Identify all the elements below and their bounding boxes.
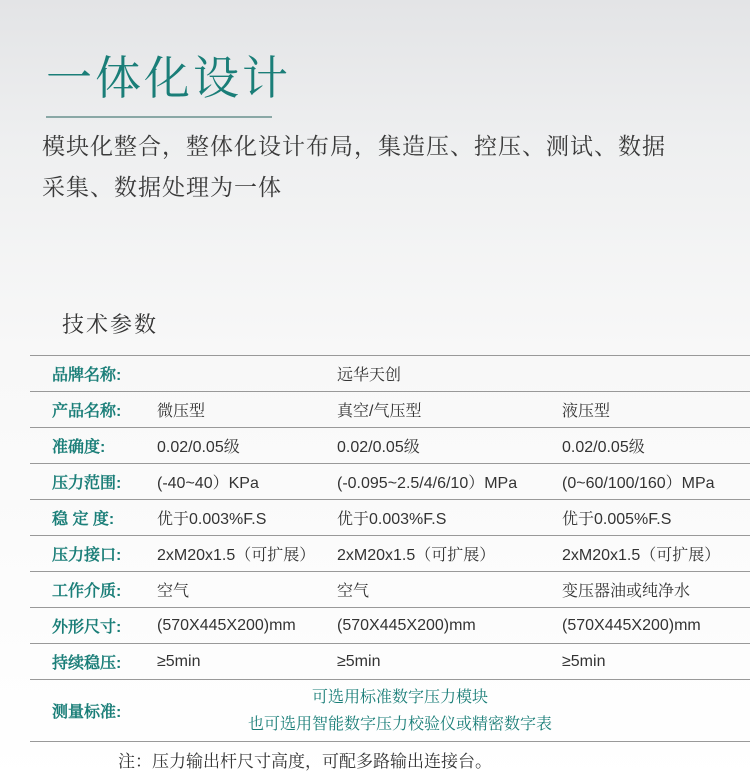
intro-paragraph [42, 126, 712, 208]
spec-value-vacuum: 优于0.003%F.S [337, 511, 447, 528]
spec-label: 外形尺寸: [52, 619, 122, 636]
spec-value-vacuum: 空气 [337, 583, 370, 600]
spec-row-interface [30, 536, 750, 572]
standard-line-1: 可选用标准数字压力模块 [311, 688, 488, 706]
page-title: 一体化设计 [46, 52, 291, 104]
spec-row-product [30, 392, 750, 428]
spec-value-hydraulic: 2xM20x1.5（可扩展） [562, 547, 721, 564]
spec-label: 测量标准: [52, 704, 122, 721]
intro-line-1: 模块化整合，整体化设计布局，集造压、控压、测试、数据 [42, 133, 666, 159]
spec-label: 持续稳压: [52, 655, 122, 672]
spec-value-hydraulic: ≥5min [562, 652, 606, 670]
spec-value-micro: 优于0.003%F.S [157, 511, 267, 528]
spec-value-micro: (-40~40）KPa [157, 475, 259, 492]
spec-value-hydraulic: 液压型 [562, 403, 611, 420]
spec-label: 品牌名称: [52, 367, 122, 384]
spec-value-micro: 微压型 [157, 403, 206, 420]
spec-value-vacuum: 真空/气压型 [337, 403, 422, 420]
spec-label: 准确度: [52, 439, 106, 456]
spec-value-hydraulic: 0.02/0.05级 [562, 439, 645, 456]
spec-value-micro: 0.02/0.05级 [157, 439, 240, 456]
spec-label: 产品名称: [52, 403, 122, 420]
spec-label: 稳 定 度: [52, 511, 115, 528]
spec-value-hydraulic: 优于0.005%F.S [562, 511, 672, 528]
spec-standard-text [225, 680, 575, 741]
spec-value: 远华天创 [337, 367, 402, 384]
spec-table [30, 355, 750, 776]
spec-value-vacuum: 0.02/0.05级 [337, 439, 420, 456]
spec-note: 注：压力输出杆尺寸高度，可配多路输出连接台。 [118, 751, 492, 771]
spec-value-hydraulic: (0~60/100/160）MPa [562, 475, 715, 492]
spec-row-accuracy [30, 428, 750, 464]
spec-value-vacuum: ≥5min [337, 652, 381, 670]
spec-section-title: 技术参数 [62, 312, 159, 337]
spec-value-vacuum: 2xM20x1.5（可扩展） [337, 547, 496, 564]
spec-value-micro: (570X445X200)mm [157, 616, 296, 634]
spec-row-medium [30, 572, 750, 608]
title-underline [46, 116, 272, 118]
spec-value-hydraulic: 变压器油或纯净水 [562, 583, 691, 600]
spec-row-brand [30, 356, 750, 392]
spec-value-micro: 2xM20x1.5（可扩展） [157, 547, 316, 564]
spec-row-range [30, 464, 750, 500]
spec-row-standard [30, 680, 750, 742]
spec-note-row [30, 742, 750, 776]
spec-label: 压力范围: [52, 475, 122, 492]
spec-row-stability [30, 500, 750, 536]
spec-label: 压力接口: [52, 547, 122, 564]
spec-value-vacuum: (-0.095~2.5/4/6/10）MPa [337, 475, 518, 492]
spec-row-hold [30, 644, 750, 680]
spec-value-hydraulic: (570X445X200)mm [562, 616, 701, 634]
standard-line-2: 也可选用智能数字压力校验仪或精密数字表 [247, 715, 552, 733]
spec-value-micro: 空气 [157, 583, 190, 600]
spec-label: 工作介质: [52, 583, 122, 600]
intro-line-2: 采集、数据处理为一体 [42, 174, 282, 200]
spec-row-dimensions [30, 608, 750, 644]
spec-value-micro: ≥5min [157, 652, 201, 670]
spec-value-vacuum: (570X445X200)mm [337, 616, 476, 634]
